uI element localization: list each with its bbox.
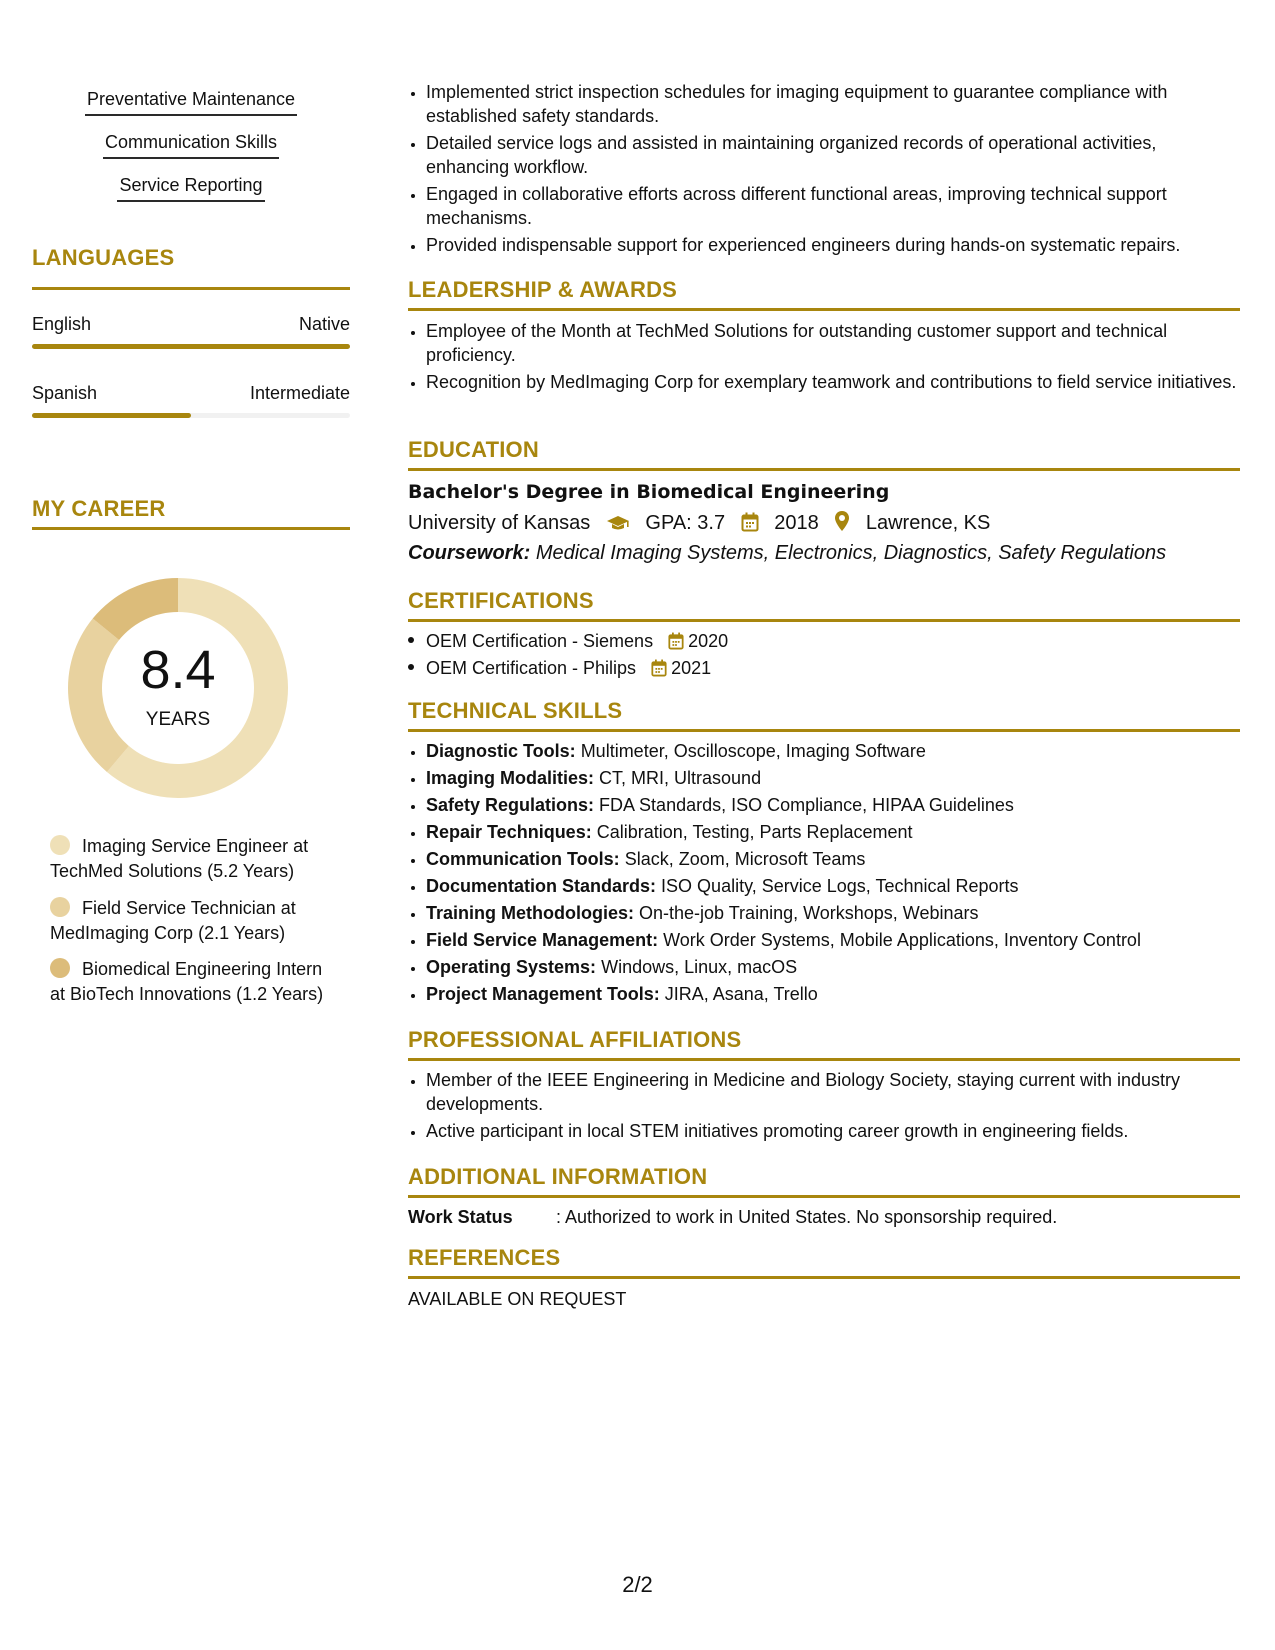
career-heading: MY CAREER (32, 496, 166, 521)
skill-row: • Training Methodologies: On-the-job Training, Workshops, Webinars (426, 901, 1238, 925)
language-bar-fill (32, 344, 350, 349)
coursework-list: Medical Imaging Systems, Electronics, Diagnostics, Safety Regulations (535, 542, 1167, 564)
gpa: GPA: 3.7 (645, 512, 726, 534)
skill-row: • Project Management Tools: JIRA, Asana, Trello (426, 982, 1238, 1006)
career-donut-chart (66, 576, 290, 800)
language-level: Native (298, 314, 350, 334)
list-item: • Employee of the Month at TechMed Solutions for outstanding customer support and technical proficiency. (426, 319, 1238, 367)
coursework-label: Coursework: (408, 542, 531, 564)
section-rule (32, 527, 350, 530)
legend-dot (50, 897, 70, 917)
education-heading: EDUCATION (408, 437, 539, 462)
section-rule (408, 619, 1240, 622)
affiliations-heading: PROFESSIONAL AFFILIATIONS (408, 1027, 742, 1052)
calendar-icon (668, 632, 684, 656)
leadership-list (408, 319, 1238, 397)
skill-row: • Documentation Standards: ISO Quality, Service Logs, Technical Reports (426, 874, 1238, 898)
section-rule (408, 308, 1240, 311)
bullet (408, 664, 414, 670)
language-name: English (32, 314, 92, 334)
page-number: 2/2 (622, 1572, 653, 1597)
legend-dot (50, 835, 70, 855)
list-item: • Recognition by MedImaging Corp for exemplary teamwork and contributions to field service initiatives. (426, 370, 1238, 394)
certifications-heading: CERTIFICATIONS (408, 588, 594, 613)
skill-tag: Preventative Maintenance (32, 87, 350, 116)
section-rule (408, 1058, 1240, 1061)
calendar-icon (741, 512, 759, 539)
language-bar (32, 344, 350, 349)
list-item: • Active participant in local STEM initiatives promoting career growth in engineering fields. (426, 1119, 1238, 1143)
work-status-label: Work Status (408, 1207, 513, 1227)
career-total: 8.4 (140, 640, 216, 700)
donut-segment (68, 619, 129, 772)
certification-year: 2021 (671, 658, 712, 678)
skill-row: • Communication Tools: Slack, Zoom, Microsoft Teams (426, 847, 1238, 871)
skill-row: • Field Service Management: Work Order Systems, Mobile Applications, Inventory Control (426, 928, 1238, 952)
technical-skills-list (408, 739, 1238, 1009)
list-item: • Engaged in collaborative efforts across different functional areas, improving technical support mechanisms. (426, 182, 1238, 230)
section-rule (32, 287, 350, 290)
career-unit: YEARS (145, 709, 211, 730)
skill-row: • Repair Techniques: Calibration, Testing, Parts Replacement (426, 820, 1238, 844)
affiliations-list (408, 1068, 1238, 1146)
school-location: Lawrence, KS (865, 512, 991, 534)
section-rule (408, 468, 1240, 471)
language-name: Spanish (32, 383, 98, 403)
graduation-year: 2018 (774, 512, 819, 534)
skill-row: • Operating Systems: Windows, Linux, macOS (426, 955, 1238, 979)
career-legend-item: Biomedical Engineering Intern at BioTech Innovations (1.2 Years) (50, 959, 324, 1004)
skill-row: • Imaging Modalities: CT, MRI, Ultrasound (426, 766, 1238, 790)
education-meta (408, 510, 990, 539)
career-legend-item: Imaging Service Engineer at TechMed Solutions (5.2 Years) (50, 836, 309, 881)
work-status-value: : Authorized to work in United States. No sponsorship required. (556, 1207, 1058, 1227)
skill-tag: Service Reporting (32, 173, 350, 202)
graduation-cap-icon (606, 513, 630, 539)
skill-tag: Communication Skills (32, 130, 350, 159)
list-item: • Member of the IEEE Engineering in Medicine and Biology Society, staying current with industry developments. (426, 1068, 1238, 1116)
location-pin-icon (834, 510, 850, 539)
section-rule (408, 1276, 1240, 1279)
skill-row: • Diagnostic Tools: Multimeter, Oscilloscope, Imaging Software (426, 739, 1238, 763)
degree-title: Bachelor's Degree in Biomedical Engineering (408, 481, 890, 503)
language-level: Intermediate (249, 383, 350, 403)
section-rule (408, 729, 1240, 732)
certification-year: 2020 (688, 631, 729, 651)
calendar-icon (651, 659, 667, 683)
coursework (408, 540, 1166, 566)
leadership-heading: LEADERSHIP & AWARDS (408, 277, 678, 302)
list-item: • Implemented strict inspection schedules for imaging equipment to guarantee compliance with established safety standards. (426, 80, 1238, 128)
references-text: AVAILABLE ON REQUEST (408, 1289, 627, 1309)
languages-heading: LANGUAGES (32, 245, 175, 270)
career-legend-item: Field Service Technician at MedImaging Corp (2.1 Years) (50, 898, 296, 943)
language-bar-fill (32, 413, 191, 418)
technical-skills-heading: TECHNICAL SKILLS (408, 698, 623, 723)
school-name: University of Kansas (408, 512, 591, 534)
legend-dot (50, 958, 70, 978)
list-item: • Provided indispensable support for experienced engineers during hands-on systematic repairs. (426, 233, 1238, 257)
certification-item: OEM Certification - Siemens 2020 (408, 629, 728, 656)
references-heading: REFERENCES (408, 1245, 561, 1270)
language-bar (32, 413, 350, 418)
experience-bullets (408, 80, 1238, 260)
bullet (408, 637, 414, 643)
section-rule (408, 1195, 1240, 1198)
additional-info-heading: ADDITIONAL INFORMATION (408, 1164, 708, 1189)
list-item: • Detailed service logs and assisted in maintaining organized records of operational activities, enhancing workflow. (426, 131, 1238, 179)
skill-row: • Safety Regulations: FDA Standards, ISO Compliance, HIPAA Guidelines (426, 793, 1238, 817)
certification-item: OEM Certification - Philips 2021 (408, 656, 711, 683)
